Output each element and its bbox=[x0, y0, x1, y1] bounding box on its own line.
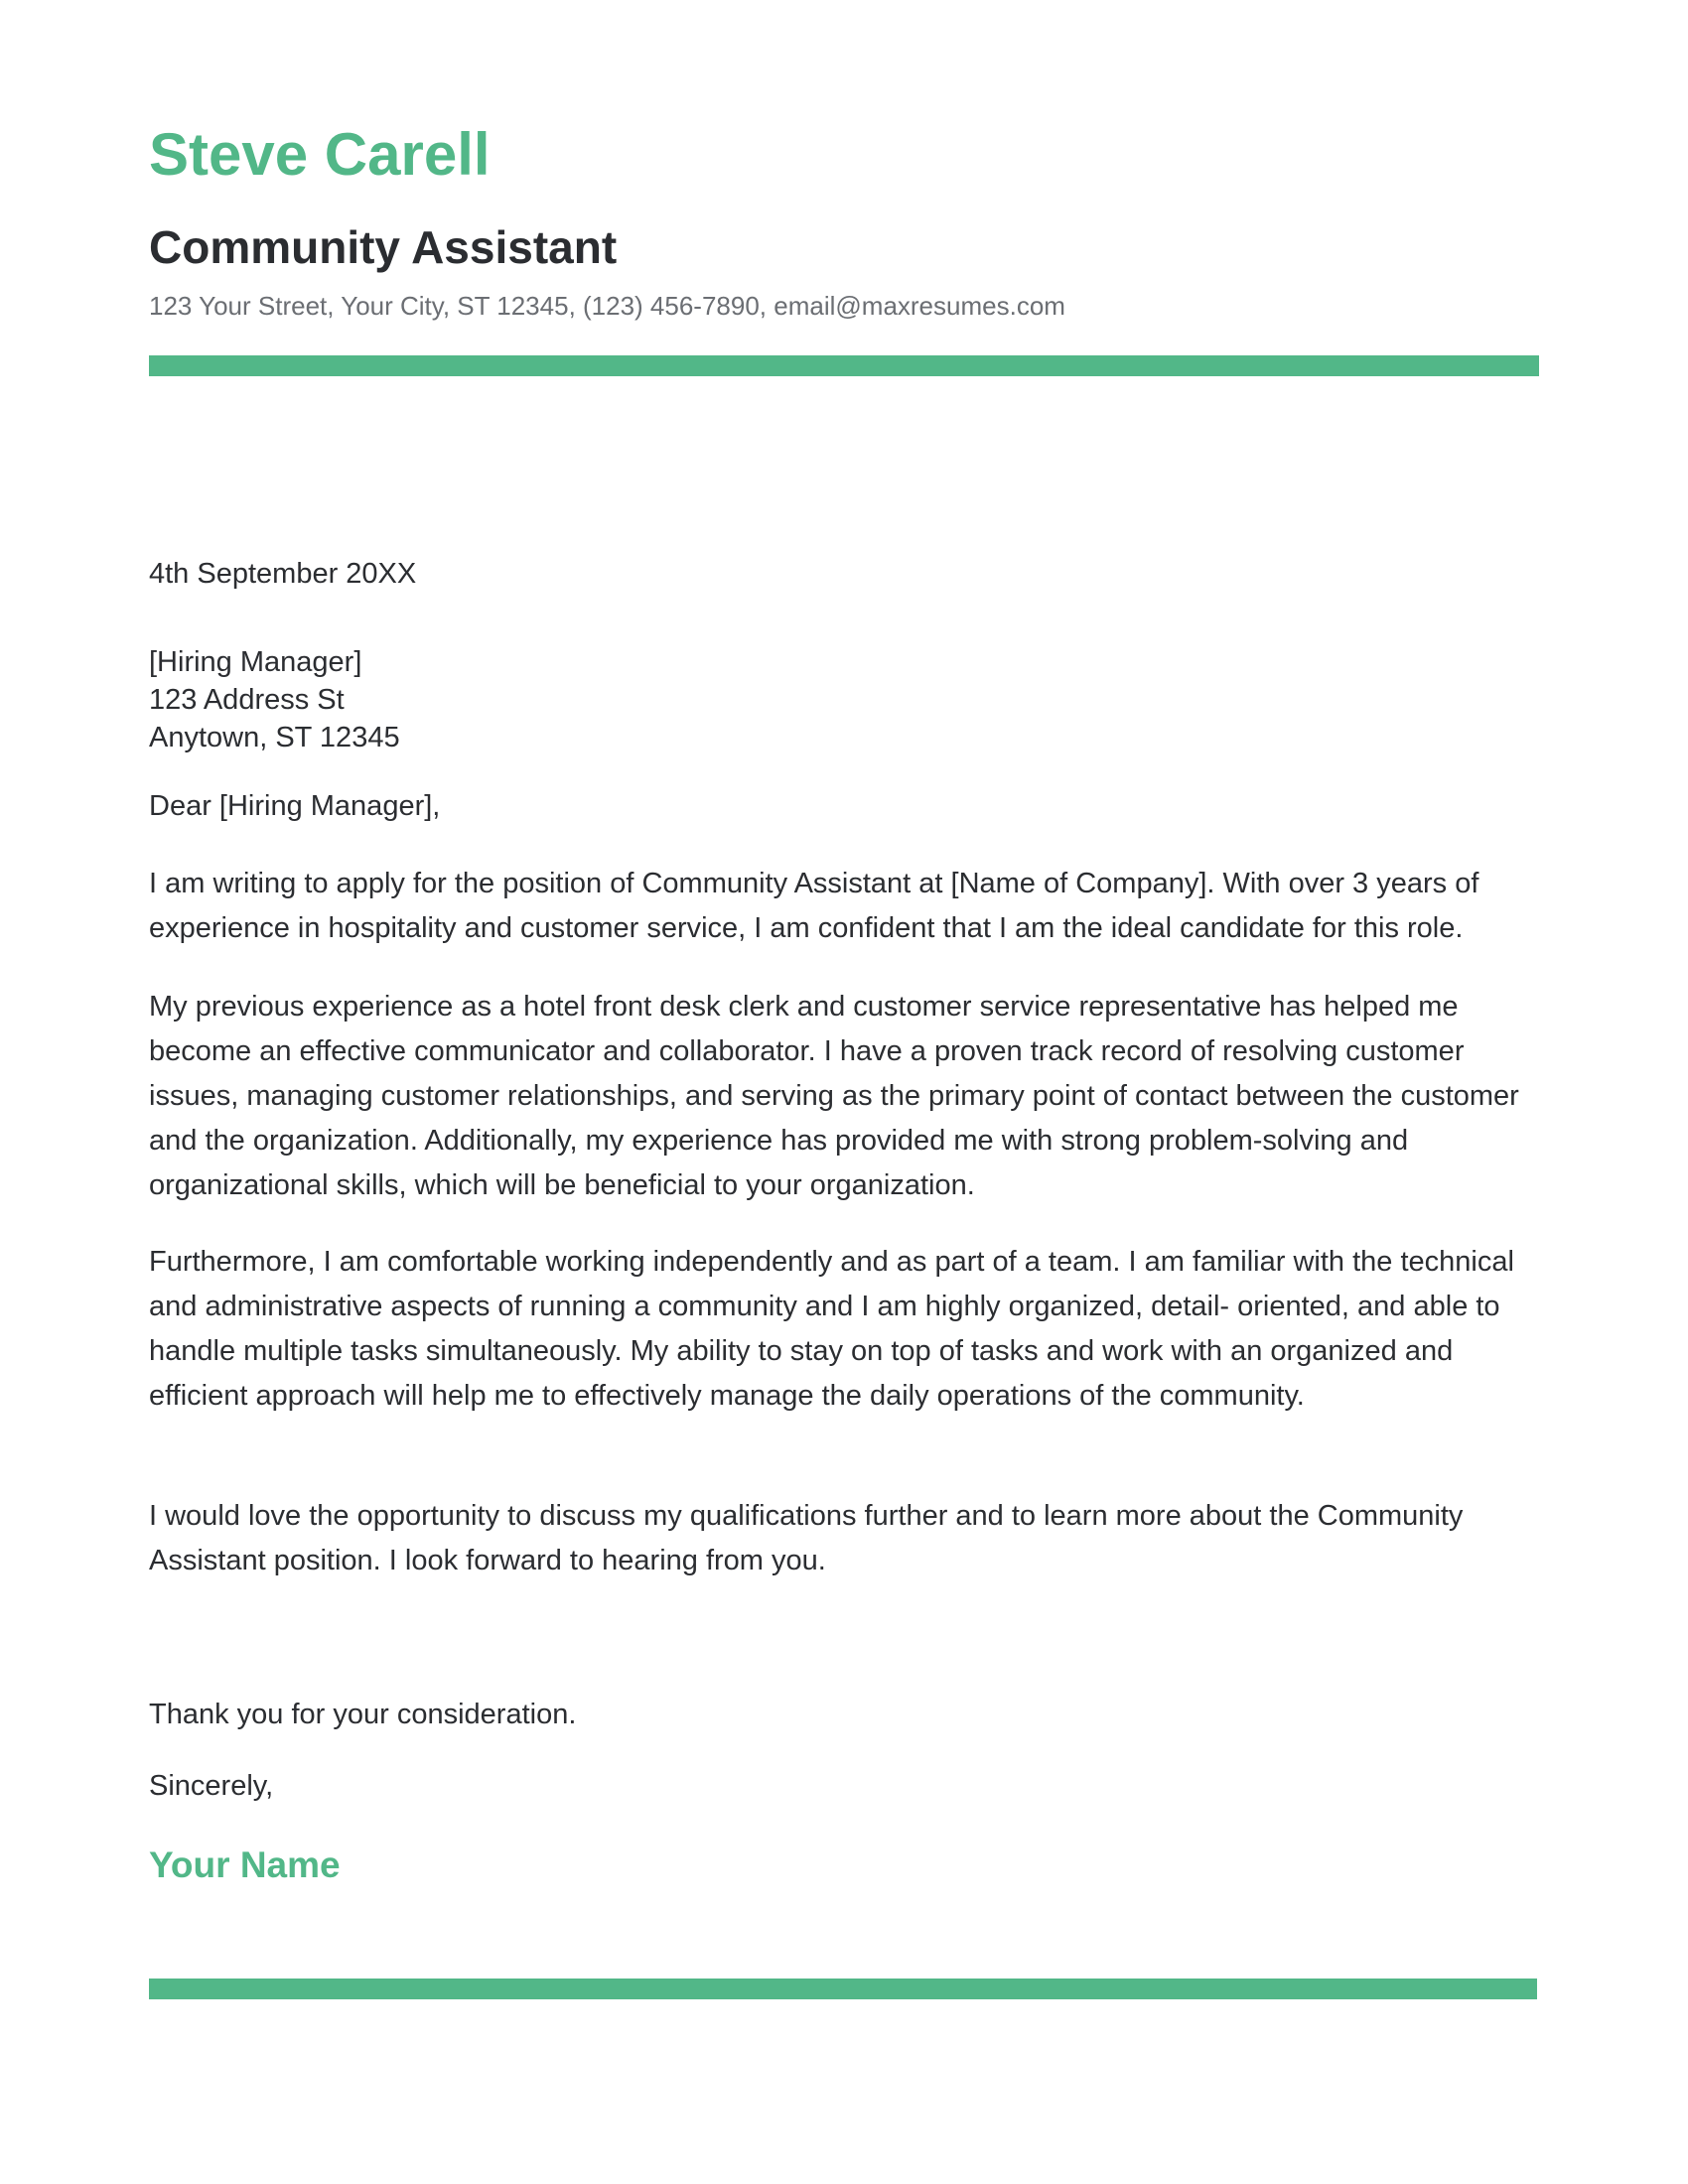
body-paragraph-1: I am writing to apply for the position of Community Assistant at [Name of Company]. With over 3 years of experience in hospitality and customer service, I am confident that I am the ideal candidate for this role. bbox=[149, 868, 1479, 944]
footer-divider bbox=[149, 1979, 1537, 1999]
recipient-name: [Hiring Manager] bbox=[149, 646, 362, 678]
header-divider bbox=[149, 355, 1539, 376]
salutation: Dear [Hiring Manager], bbox=[149, 790, 441, 822]
recipient-address bbox=[149, 643, 1539, 756]
applicant-name: Steve Carell bbox=[149, 121, 491, 188]
letter-date: 4th September 20XX bbox=[149, 558, 417, 590]
recipient-city: Anytown, ST 12345 bbox=[149, 722, 400, 753]
cover-letter-page bbox=[149, 0, 1539, 2184]
signature-name: Your Name bbox=[149, 1844, 341, 1885]
recipient-street: 123 Address St bbox=[149, 684, 345, 716]
job-title: Community Assistant bbox=[149, 221, 618, 273]
closing-line: Thank you for your consideration. bbox=[149, 1699, 577, 1730]
body-paragraph-3: Furthermore, I am comfortable working independently and as part of a team. I am familiar with the technical and administrative aspects of running a community and I am highly organized, detail- oriented, and able to handle multiple tasks simultaneously. My ability to stay on top of tasks and work with an organized and efficient approach will help me to effectively manage the daily operations of the community. bbox=[149, 1246, 1514, 1412]
body-paragraph-2: My previous experience as a hotel front desk clerk and customer service representative has helped me become an effective communicator and collaborator. I have a proven track record of resolving customer issues, managing customer relationships, and serving as the primary point of contact between the customer and the organization. Additionally, my experience has provided me with strong problem-solving and organizational skills, which will be beneficial to your organization. bbox=[149, 991, 1519, 1201]
contact-info: 123 Your Street, Your City, ST 12345, (123) 456-7890, email@maxresumes.com bbox=[149, 291, 1065, 321]
sign-off: Sincerely, bbox=[149, 1770, 274, 1802]
body-paragraph-4: I would love the opportunity to discuss my qualifications further and to learn more about the Community Assistant position. I look forward to hearing from you. bbox=[149, 1500, 1464, 1576]
